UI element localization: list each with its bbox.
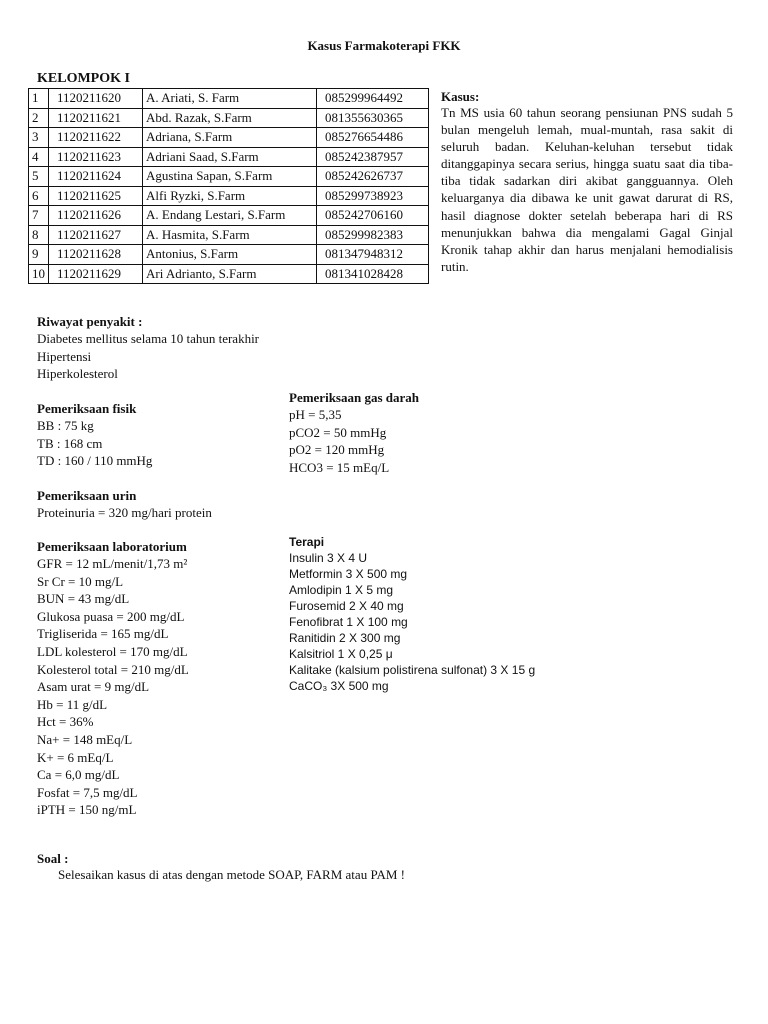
- terapi-item: CaCO₃ 3X 500 mg: [289, 679, 389, 693]
- terapi-item: Metformin 3 X 500 mg: [289, 567, 408, 581]
- lab-item: Na+ = 148 mEq/L: [37, 731, 133, 747]
- member-row: [29, 225, 429, 245]
- member-row: [29, 167, 429, 187]
- lab-item: LDL kolesterol = 170 mg/dL: [37, 643, 188, 659]
- fisik-list: [37, 417, 152, 470]
- member-name: Adriana, S.Farm: [143, 128, 317, 148]
- member-no: 2: [29, 108, 49, 128]
- member-row: [29, 108, 429, 128]
- gas-darah-item: pO2 = 120 mmHg: [289, 442, 385, 458]
- member-nim: 1120211625: [49, 186, 143, 206]
- lab-item: BUN = 43 mg/dL: [37, 591, 130, 607]
- terapi-item: Kalitake (kalsium polistirena sulfonat) 3 X 15 g: [289, 663, 536, 677]
- member-name: A. Ariati, S. Farm: [143, 89, 317, 109]
- member-phone: 085299964492: [317, 89, 429, 109]
- member-nim: 1120211629: [49, 264, 143, 284]
- fisik-heading: Pemeriksaan fisik: [37, 401, 137, 416]
- urin-item: Proteinuria = 320 mg/hari protein: [37, 505, 212, 520]
- gas-darah-heading: Pemeriksaan gas darah: [289, 390, 419, 405]
- lab-item: GFR = 12 mL/menit/1,73 m²: [37, 556, 188, 571]
- terapi-item: Ranitidin 2 X 300 mg: [289, 631, 401, 645]
- terapi-list: [289, 550, 535, 694]
- terapi-item: Kalsitriol 1 X 0,25 μ: [289, 647, 393, 661]
- lab-list: [37, 555, 189, 819]
- member-no: 8: [29, 225, 49, 245]
- member-nim: 1120211622: [49, 128, 143, 148]
- terapi-item: Furosemid 2 X 40 mg: [289, 599, 404, 613]
- members-table: [28, 88, 429, 284]
- member-name: Adriani Saad, S.Farm: [143, 147, 317, 167]
- member-phone: 085299982383: [317, 225, 429, 245]
- soal-text: Selesaikan kasus di atas dengan metode SOAP, FARM atau PAM !: [58, 867, 406, 882]
- lab-item: Asam urat = 9 mg/dL: [37, 679, 150, 695]
- member-no: 1: [29, 89, 49, 109]
- member-row: [29, 264, 429, 284]
- urin-heading: Pemeriksaan urin: [37, 488, 137, 503]
- member-name: A. Hasmita, S.Farm: [143, 225, 317, 245]
- lab-heading: Pemeriksaan laboratorium: [37, 539, 187, 554]
- group-label: KELOMPOK I: [37, 71, 130, 86]
- member-nim: 1120211620: [49, 89, 143, 109]
- lab-item: Hct = 36%: [37, 714, 94, 730]
- member-phone: 085242706160: [317, 206, 429, 226]
- riwayat-item: Hiperkolesterol: [37, 366, 118, 382]
- soal-heading: Soal :: [37, 851, 69, 866]
- terapi-item: Insulin 3 X 4 U: [289, 551, 368, 565]
- lab-item: Sr Cr = 10 mg/L: [37, 573, 124, 589]
- member-row: [29, 89, 429, 109]
- terapi-item: Amlodipin 1 X 5 mg: [289, 583, 394, 597]
- member-name: Ari Adrianto, S.Farm: [143, 264, 317, 284]
- member-nim: 1120211621: [49, 108, 143, 128]
- member-phone: 085242626737: [317, 167, 429, 187]
- gas-darah-item: pCO2 = 50 mmHg: [289, 424, 387, 440]
- gas-darah-list: [289, 406, 389, 476]
- member-name: Alfi Ryzki, S.Farm: [143, 186, 317, 206]
- member-name: Antonius, S.Farm: [143, 245, 317, 265]
- member-no: 5: [29, 167, 49, 187]
- member-phone: 081355630365: [317, 108, 429, 128]
- terapi-item: Fenofibrat 1 X 100 mg: [289, 615, 408, 629]
- terapi-heading: Terapi: [289, 535, 325, 549]
- member-nim: 1120211626: [49, 206, 143, 226]
- fisik-item: TD : 160 / 110 mmHg: [37, 453, 153, 469]
- member-no: 3: [29, 128, 49, 148]
- member-row: [29, 206, 429, 226]
- kasus-text: Tn MS usia 60 tahun seorang pensiunan PNS sudah 5 bulan mengeluh lemah, mual-muntah, rasa sakit di seluruh badan. Keluhan-keluhan tersebut tidak ditanggapinya secara serius, hingga suatu saat dia tiba-tiba tidak sadarkan diri akibat gangguannya. Oleh keluarganya dia dibawa ke unit gawat darurat di RS, hasil diagnose dokter setelah beberapa hari di RS menunjukkan bahwa dia mengalami Gagal Ginjal Kronik tahap akhir dan harus menjalani hemodialisis rutin.: [441, 105, 733, 274]
- fisik-item: TB : 168 cm: [37, 435, 103, 451]
- member-no: 10: [29, 264, 49, 284]
- member-name: A. Endang Lestari, S.Farm: [143, 206, 317, 226]
- riwayat-item: Diabetes mellitus selama 10 tahun terakhir: [37, 331, 260, 346]
- member-no: 4: [29, 147, 49, 167]
- member-nim: 1120211623: [49, 147, 143, 167]
- fisik-item: BB : 75 kg: [37, 418, 94, 433]
- urin-list: [37, 504, 212, 522]
- member-nim: 1120211627: [49, 225, 143, 245]
- lab-item: Fosfat = 7,5 mg/dL: [37, 784, 138, 800]
- lab-item: Hb = 11 g/dL: [37, 696, 108, 712]
- member-no: 9: [29, 245, 49, 265]
- lab-item: K+ = 6 mEq/L: [37, 749, 114, 765]
- member-phone: 085242387957: [317, 147, 429, 167]
- member-phone: 081347948312: [317, 245, 429, 265]
- member-no: 7: [29, 206, 49, 226]
- member-phone: 085276654486: [317, 128, 429, 148]
- member-name: Agustina Sapan, S.Farm: [143, 167, 317, 187]
- lab-item: Kolesterol total = 210 mg/dL: [37, 661, 189, 677]
- member-phone: 085299738923: [317, 186, 429, 206]
- member-name: Abd. Razak, S.Farm: [143, 108, 317, 128]
- member-phone: 081341028428: [317, 264, 429, 284]
- member-nim: 1120211628: [49, 245, 143, 265]
- member-row: [29, 128, 429, 148]
- gas-darah-item: HCO3 = 15 mEq/L: [289, 459, 390, 475]
- lab-item: iPTH = 150 ng/mL: [37, 802, 137, 818]
- riwayat-list: [37, 330, 259, 383]
- riwayat-item: Hipertensi: [37, 348, 92, 364]
- riwayat-heading: Riwayat penyakit :: [37, 314, 143, 329]
- member-nim: 1120211624: [49, 167, 143, 187]
- member-no: 6: [29, 186, 49, 206]
- member-row: [29, 186, 429, 206]
- gas-darah-item: pH = 5,35: [289, 407, 342, 422]
- kasus-heading: Kasus:: [441, 89, 480, 104]
- lab-item: Trigliserida = 165 mg/dL: [37, 626, 169, 642]
- member-row: [29, 245, 429, 265]
- member-row: [29, 147, 429, 167]
- lab-item: Glukosa puasa = 200 mg/dL: [37, 608, 185, 624]
- document-title: Kasus Farmakoterapi FKK: [307, 38, 461, 53]
- lab-item: Ca = 6,0 mg/dL: [37, 767, 120, 783]
